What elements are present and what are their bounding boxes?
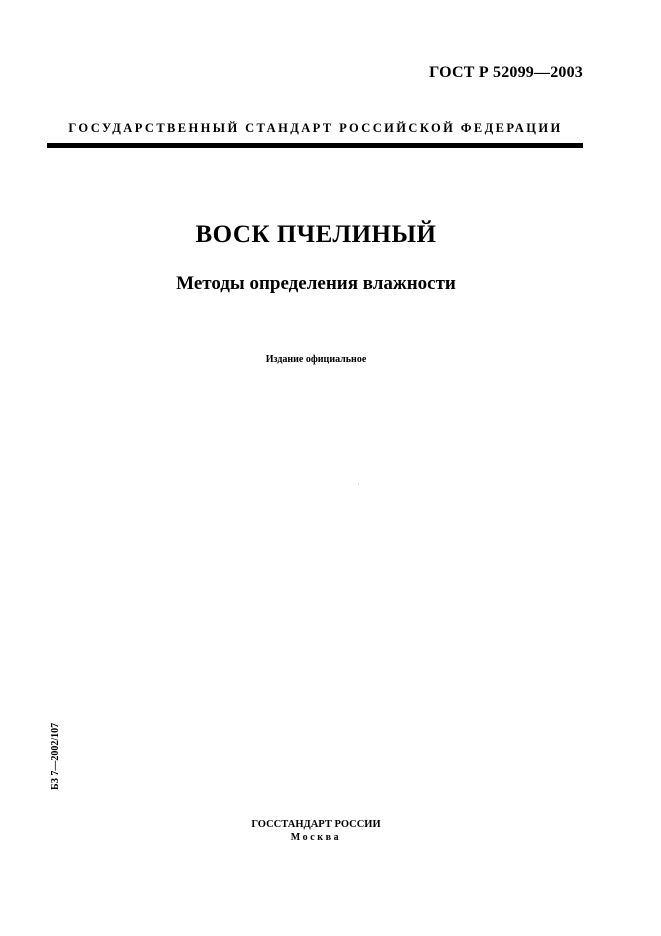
document-title: ВОСК ПЧЕЛИНЫЙ xyxy=(195,221,437,248)
publisher-city: Москва xyxy=(290,832,342,843)
document-subtitle: Методы определения влажности xyxy=(176,273,456,294)
scan-speck xyxy=(358,483,359,484)
edition-label: Издание официальное xyxy=(265,354,367,365)
header-divider xyxy=(47,143,583,148)
side-code: БЗ 7—2002/107 xyxy=(50,722,61,790)
document-number: ГОСТ Р 52099—2003 xyxy=(429,64,583,81)
publisher-name: ГОССТАНДАРТ РОССИИ xyxy=(251,819,381,830)
standard-header: ГОСУДАРСТВЕННЫЙ СТАНДАРТ РОССИЙСКОЙ ФЕДЕРАЦИИ xyxy=(68,121,563,135)
